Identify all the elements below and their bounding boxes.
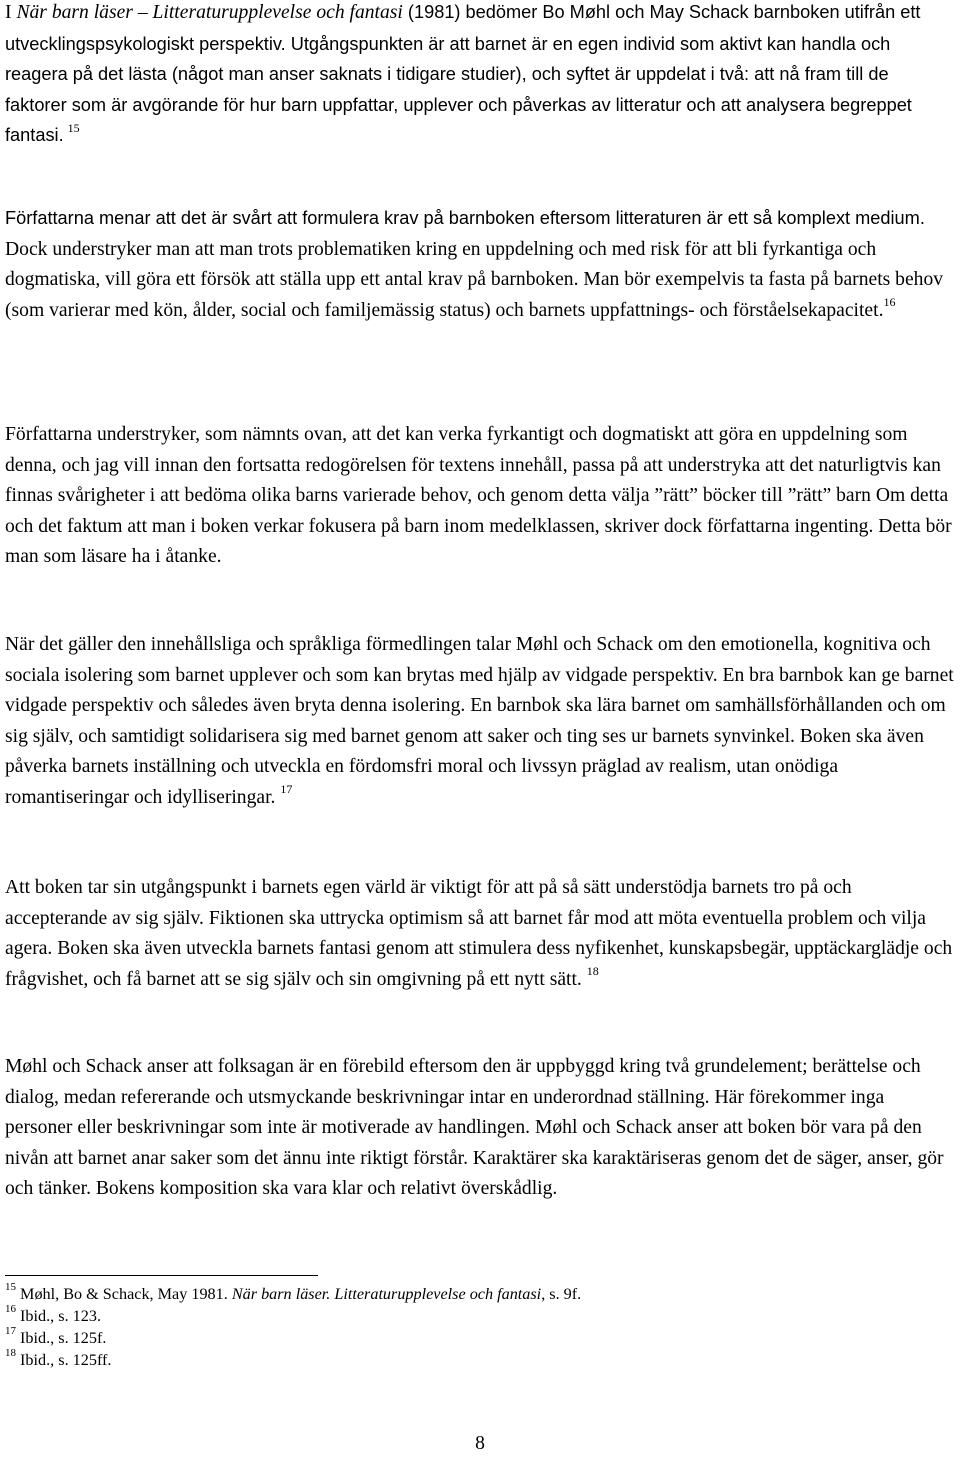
page-number: 8 (475, 1433, 485, 1454)
paragraph-4 (5, 630, 955, 814)
paragraph-2 (5, 203, 955, 326)
footnote-ref-17: 17 (280, 782, 293, 797)
paragraph-6-text: Møhl och Schack anser att folksagan är en förebild eftersom den är uppbyggd kring två grundelement; berättelse och dialog, medan refererande och utsmyckande beskrivningar intar en underordnad ställning. Här förekommer inga personer eller beskrivningar som inte är motiverade av handlingen. Møhl och Schack anser att boken bör vara på den nivån att barnet anar saker som det ännu inte riktigt förstår. Karaktärer ska karaktäriseras genom det de säger, anser, gör och tänker. Bokens komposition ska vara klar och relativt överskådlig. (5, 1056, 944, 1200)
footnote-ref-16: 16 (883, 295, 896, 310)
paragraph-1-text: (1981) bedömer Bo Møhl och May Schack barnboken utifrån ett utvecklingspsykologiskt perspektiv. Utgångspunkten är att barnet är en egen individ som aktivt kan handla och reagera på det lästa (något man anser saknats i tidigare studier), och syftet är uppdelat i två: att nå fram till de faktorer som är avgörande för hur barn uppfattar, upplever och påverkas av litteratur och att analysera begreppet fantasi. (5, 2, 921, 146)
paragraph-4-text: När det gäller den innehållsliga och språkliga förmedlingen talar Møhl och Schack om den emotionella, kognitiva och sociala isolering som barnet upplever och som kan brytas med hjälp av vidgade perspektiv. En bra barnbok kan ge barnet vidgade perspektiv och således även bryta denna isolering. En barnbok ska lära barnet om samhällsförhållanden och om sig själv, och samtidigt solidarisera sig med barnet genom att saker och ting ses ur barnets synvinkel. Boken ska även påverka barnets inställning och utveckla en fördomsfri moral och livssyn präglad av realism, utan onödiga romantiseringar och idylliseringar. (5, 634, 954, 808)
footnote-text: Møhl, Bo & Schack, May 1981. (20, 1285, 232, 1303)
footnote-ref-18: 18 (586, 964, 599, 979)
paragraph-6 (5, 1052, 955, 1205)
footnote-number: 16 (5, 1302, 16, 1315)
footnote-separator (5, 1275, 318, 1276)
paragraph-3 (5, 420, 955, 573)
paragraph-2-text: Dock understryker man att man trots problematiken kring en uppdelning och med risk för att bli fyrkantiga och dogmatiska, vill göra ett försök att ställa upp ett antal krav på barnboken. Man bör exempelvis ta fasta på barnets behov (som varierar med kön, ålder, social och familjemässig status) och barnets uppfattnings- och förståelsekapacitet. (5, 238, 944, 321)
footnote-text: Ibid., s. 125ff. (20, 1351, 112, 1369)
paragraph-1-lead: I (5, 2, 17, 23)
footnote-ref-15: 15 (67, 121, 80, 136)
footnote-17 (5, 1324, 955, 1349)
footnote-title: När barn läser. Litteraturupplevelse och fantasi (231, 1285, 542, 1303)
footnote-number: 17 (5, 1324, 16, 1337)
footnote-number: 15 (5, 1280, 16, 1293)
footnote-text-end: , s. 9f. (541, 1285, 582, 1303)
paragraph-5 (5, 873, 955, 995)
footnote-text: Ibid., s. 125f. (20, 1329, 107, 1347)
footnotes (5, 1275, 955, 1371)
footnote-16 (5, 1302, 955, 1327)
paragraph-5-text: Att boken tar sin utgångspunkt i barnets egen värld är viktigt för att på så sätt understödja barnets tro på och accepterande av sig själv. Fiktionen ska uttrycka optimism så att barnet får mod att möta eventuella problem och vilja agera. Boken ska även utveckla barnets fantasi genom att stimulera dess nyfikenhet, kunskapsbegär, upptäckarglädje och frågvishet, och få barnet att se sig själv och sin omgivning på ett nytt sätt. (5, 877, 953, 990)
footnote-15 (5, 1280, 955, 1305)
paragraph-2-sans: Författarna menar att det är svårt att formulera krav på barnboken eftersom litteraturen är ett så komplext medium. (5, 208, 925, 228)
paragraph-3-text: Författarna understryker, som nämnts ovan, att det kan verka fyrkantigt och dogmatiskt att göra en uppdelning som denna, och jag vill innan den fortsatta redogörelsen för textens innehåll, passa på att understryka att det naturligtvis kan finnas svårigheter i att bedöma olika barns varierade behov, och genom detta välja ”rätt” böcker till ”rätt” barn Om detta och det faktum att man i boken verkar fokusera på barn inom medelklassen, skriver dock författarna ingenting. Detta bör man som läsare ha i åtanke. (5, 424, 952, 568)
book-title: När barn läser – Litteraturupplevelse och fantasi (16, 2, 403, 23)
footnote-number: 18 (5, 1346, 16, 1359)
footnote-18 (5, 1346, 955, 1371)
footnote-text: Ibid., s. 123. (20, 1307, 101, 1325)
paragraph-1 (5, 0, 955, 151)
